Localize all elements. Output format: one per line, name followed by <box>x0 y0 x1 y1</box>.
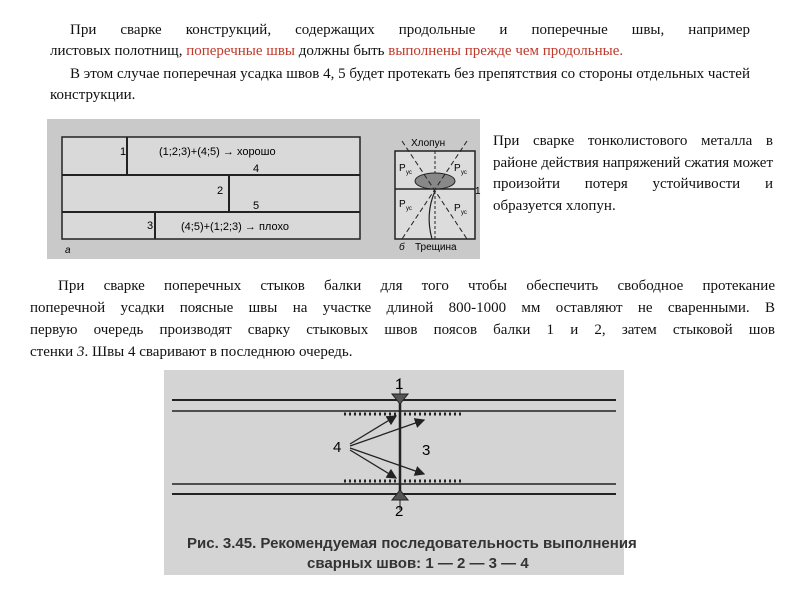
panel-a-label-2: 2 <box>217 185 224 197</box>
beam-label-3: 3 <box>422 442 431 459</box>
panel-b-label-p-ur: P <box>454 163 461 174</box>
figure-weld-sheets-drawing <box>47 119 480 259</box>
panel-b-label-us-ul: ус <box>406 170 412 176</box>
panel-b-label-us-ur: ус <box>461 170 467 176</box>
panel-a-label-3: 3 <box>147 220 154 232</box>
panel-a-label-bad: (4;5)+(1;2;3) → плохо <box>181 221 289 233</box>
arrow-4-c <box>350 450 396 478</box>
intro-highlight-before: выполнены прежде чем продольные. <box>388 43 624 59</box>
beam-line-4 <box>30 341 775 363</box>
figure-beam-drawing <box>164 370 637 575</box>
beam-label-1: 1 <box>395 376 404 393</box>
beam-line-4-em: 3 <box>76 344 85 360</box>
beam-joint-paragraph <box>30 275 775 363</box>
beam-line-1: При сварке поперечных стыков балки для того чтобы обеспечить свободное протекание <box>58 278 775 294</box>
panel-a-label-5: 5 <box>253 200 260 212</box>
panel-a-letter: а <box>65 245 71 256</box>
beam-label-4: 4 <box>333 439 342 456</box>
panel-b-label-p-lr: P <box>454 203 461 214</box>
beam-line-4-a: стенки <box>30 344 77 360</box>
figure-caption-line-2: сварных швов: 1 — 2 — 3 — 4 <box>307 555 529 572</box>
intro-paragraph <box>50 20 750 62</box>
thin-sheet-paragraph: При сварке тонколистового металла в районе действия напряжений сжатия может произойти потеря устойчивости и образуется хлопун. <box>493 133 773 214</box>
figure-caption-line-1: Рис. 3.45. Рекомендуемая последовательность выполнения <box>187 535 637 552</box>
panel-b-label-us-ll: ус <box>406 206 412 212</box>
panel-a-label-4: 4 <box>253 163 260 175</box>
arrow-4-d <box>350 448 424 474</box>
panel-a-label-1: 1 <box>120 146 127 158</box>
shrinkage-paragraph: В этом случае поперечная усадка швов 4, 5 будет протекать без препятствия со стороны отдельных частей конструкции. <box>50 66 750 103</box>
panel-a-label-good: (1;2;3)+(4;5) → хорошо <box>159 146 276 158</box>
intro-line-2-b: должны быть <box>294 43 389 59</box>
panel-b-outline <box>395 151 475 239</box>
panel-b-letter: б <box>399 242 405 253</box>
panel-b-label-p-ul: P <box>399 163 406 174</box>
figure-weld-sheets <box>47 119 480 259</box>
intro-highlight-transverse: поперечные швы <box>186 43 295 59</box>
beam-line-3: первую очередь производят сварку стыковых швов поясов балки 1 и 2, затем стыковой шов <box>30 322 775 338</box>
panel-b-label-khlopun: Хлопун <box>411 138 446 149</box>
beam-label-2: 2 <box>395 503 404 520</box>
arrow-4-b <box>350 420 424 446</box>
arrow-4-a <box>350 416 396 444</box>
panel-b-label-treshchina: Трещина <box>415 242 457 253</box>
intro-line-1: При сварке конструкций, содержащих продольные и поперечные швы, например <box>70 22 750 38</box>
beam-line-4-b: . Швы 4 сваривают в последнюю очередь. <box>84 344 353 360</box>
panel-b-label-p-ll: P <box>399 199 406 210</box>
khlopun-bulge <box>415 173 455 189</box>
beam-line-2: поперечной усадки поясные швы на участке длиной 800-1000 мм оставляют не сваренными. В <box>30 300 775 316</box>
panel-b-label-us-lr: ус <box>461 210 467 216</box>
panel-b-label-side-1: 1 <box>475 186 481 197</box>
intro-line-2-a: листовых полотнищ, <box>50 43 187 59</box>
figure-beam-weld-sequence <box>164 370 637 575</box>
